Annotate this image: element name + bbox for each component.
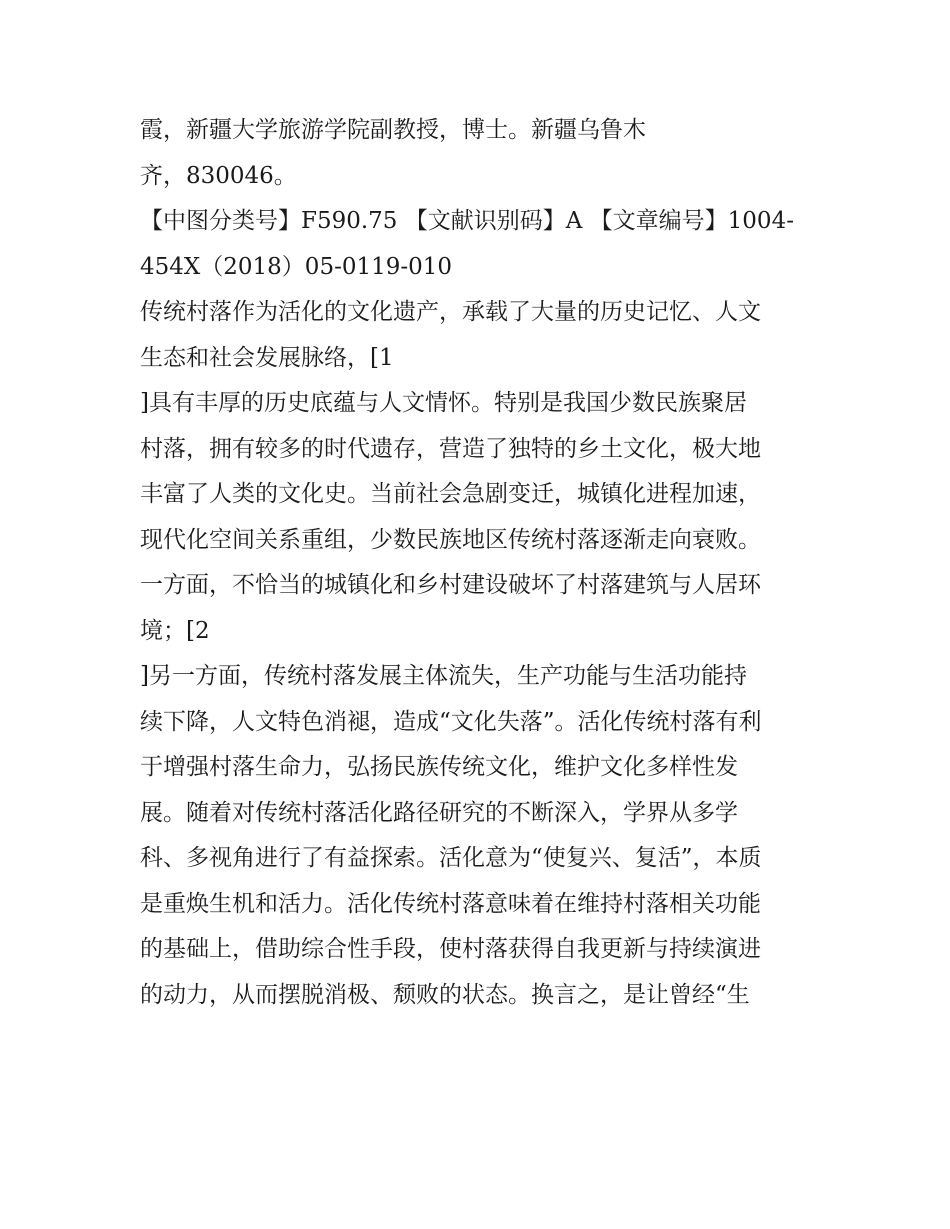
text-line: 村落，拥有较多的时代遗存，营造了独特的乡土文化，极大地 [140, 435, 761, 462]
text-line: 于增强村落生命力，弘扬民族传统文化，维护文化多样性发 [140, 754, 738, 780]
text-line: 境；[2 [140, 617, 210, 644]
body-text [140, 108, 820, 1018]
text-line: 丰富了人类的文化史。当前社会急剧变迁，城镇化进程加速， [140, 481, 761, 507]
text-line: ]具有丰厚的历史底蕴与人文情怀。特别是我国少数民族聚居 [140, 390, 747, 416]
text-line: 霞，新疆大学旅游学院副教授，博士。新疆乌鲁木 [140, 117, 646, 143]
text-line: 的动力，从而摆脱消极、颓败的状态。换言之，是让曾经“生 [140, 981, 750, 1008]
text-line: 生态和社会发展脉络，[1 [140, 344, 394, 371]
classification-line: 【中图分类号】F590.75 【文献识别码】A 【文章编号】1004- [140, 208, 794, 234]
text-line: ]另一方面，传统村落发展主体流失，生产功能与生活功能持 [140, 663, 747, 689]
text-line: 续下降，人文特色消褪，造成“文化失落”。活化传统村落有利 [140, 708, 762, 735]
text-line: 齐，830046。 [140, 162, 297, 189]
text-line: 一方面，不恰当的城镇化和乡村建设破坏了村落建筑与人居环 [140, 572, 761, 598]
text-line: 传统村落作为活化的文化遗产，承载了大量的历史记忆、人文 [140, 299, 761, 325]
text-line: 是重焕生机和活力。活化传统村落意味着在维持村落相关功能 [140, 890, 761, 917]
text-line: 现代化空间关系重组，少数民族地区传统村落逐渐走向衰败。 [140, 526, 761, 553]
text-line: 展。随着对传统村落活化路径研究的不断深入，学界从多学 [140, 799, 738, 826]
text-line: 科、多视角进行了有益探索。活化意为“使复兴、复活”，本质 [140, 845, 762, 871]
classification-line: 454X（2018）05-0119-010 [140, 253, 453, 280]
text-line: 的基础上，借助综合性手段，使村落获得自我更新与持续演进 [140, 936, 761, 962]
